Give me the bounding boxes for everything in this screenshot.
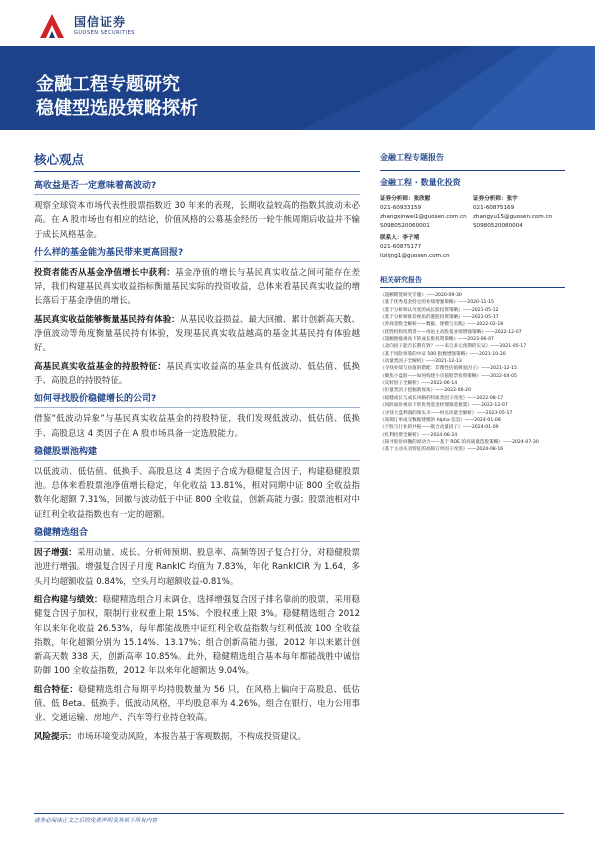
paragraph: [34, 546, 360, 589]
paragraph-text: 采用动量、成长、分析师预期、股息率、高频等因子复合打分，对稳健股票池进行增强。增强复合因子月度 RankIC 均值为 7.83%，年化 RankICIR 为 1.64，多头月均超额收益 0.84%，空头月均超额收益-0.81%。: [34, 548, 360, 587]
logo-text-en: GUOSEN SECURITIES: [74, 30, 135, 36]
paragraph-text: 观察全球资本市场代表性股票指数近 30 年来的表现，长期收益较高的指数其波动未必高。在 A 股市场也有相应的结论，价值风格的公募基金经历一轮牛熊周期后收益并不输于成长风格基金。: [34, 201, 360, 240]
related-report-item[interactable]: 《北向因子能否长期有效？——来自多元预期的实证》——2021-05-17: [380, 344, 527, 350]
analyst-phone: 021-60875169: [473, 205, 515, 211]
analyst-list: [380, 195, 565, 231]
paragraph: [34, 266, 360, 309]
paragraph-text: 稳健精选组合月末调仓，选择增强复合因子排名靠前的股票，采用稳健复合因子加权，限制行业权重上限 15%、个股权重上限 3%。稳健精选组合 2012 年以来年化收益 26.53%，每年都能战胜中证红利全收益指数与红利低波 100 全收益指数，年化超额分别为 15.14%、13.17%；组合创新高能力强，2012 年以来累计创新高天数 338 天，创新高率 10.85%。此外，稳健精选组合基本每年都能战胜中诚信防御 100 全收益指数，2012 年以来年化超额达 9.04%。: [34, 594, 360, 677]
paragraph-lead: 因子增强：: [34, 548, 77, 559]
related-report-item[interactable]: 《优胜机构投资者——再论主动股基业绩增强策略》——2022-12-07: [380, 329, 522, 335]
analyst-role: 证券分析师：: [473, 196, 507, 202]
analyst-card: [473, 195, 565, 231]
paragraph-text: 基民真实收益高的基金具有低波动、低估值、低换手、高股息的持股特征。: [34, 361, 360, 386]
related-report-item[interactable]: 《动量类因子全解析》——2021-12-13: [380, 359, 462, 365]
related-report-item[interactable]: 《超额围涨视角下的成长股投资策略》——2023-06-07: [380, 337, 494, 343]
report-type: 金融工程专题报告: [380, 153, 444, 162]
content-blocks: [34, 180, 360, 744]
paragraph-text: 从基民收益损益、最大回撤、累计创新高天数、净值波动等角度衡量基民持有体验，发现基民真实收益越高的基金其基民持有体验越好。: [34, 314, 360, 354]
report-series-title: 金融工程专题研究: [36, 74, 180, 95]
related-report-item[interactable]: 《寻找大盘利润的领头羊——时点动量全解析》——2023-05-17: [380, 410, 513, 416]
analyst-name: 张宇: [506, 196, 518, 202]
analyst-phone: 021-60933159: [380, 205, 422, 211]
paragraph: [34, 465, 360, 522]
related-report-item[interactable]: 《价量类因子挖掘新视角》——2022-06-20: [380, 388, 472, 394]
report-subtype: 金融工程 · 数量化投资: [380, 178, 461, 187]
paragraph-text: 基金净值的增长与基民真实收益之间可能存在差异，我们构建基民真实收益指标衡量基民实际的投资收益，总体来看基民真实收益的增长落后于基金净值的增长。: [34, 267, 360, 307]
section-title: 核心观点: [34, 152, 360, 172]
analyst-name: 张欣慰: [413, 196, 431, 202]
related-report-item[interactable]: 《基于风险预算的中证 500 指数增强策略》——2021-10-20: [380, 351, 506, 357]
paragraph-lead: 基民真实收益能够衡量基民持有体验：: [34, 314, 180, 325]
paragraph-text: 借鉴“低波动异象”与基民真实收益基金的持股特征，我们发现低波动、低估值、低换手、高股息这 4 类因子在 A 股市场具备一定选股能力。: [34, 414, 360, 439]
paragraph-text: 稳健精选组合每期平均持股数量为 56 只，在风格上偏向于高股息、低估值、低 Beta、低换手、低波动风格，平均股息率为 4.26%。组合在银行、电力公用事业、交通运输、房地产、汽车等行业持仓较高。: [34, 684, 360, 724]
analyst-license: S0980520080004: [473, 223, 523, 229]
related-reports-title: 相关研究报告: [380, 275, 565, 288]
contact-name: 李子靖: [402, 235, 420, 241]
divider: [380, 170, 565, 171]
related-report-item[interactable]: 《高频订单成交数据建模的 Alpha 信息》——2024-01-08: [380, 417, 501, 423]
related-report-item[interactable]: 《个股与行业的共振——联合动量因子》——2024-01-09: [380, 425, 499, 431]
contact-phone: 021-60875177: [380, 244, 422, 250]
question-heading: 稳健精选组合: [34, 527, 360, 542]
related-report-item[interactable]: 《基于优秀基金持仓的业绩增强策略》——2020-11-15: [380, 300, 494, 306]
analyst-email[interactable]: zhangxinwei1@guosen.com.cn: [380, 214, 467, 220]
question-heading: 稳健股票池构建: [34, 446, 360, 461]
paragraph-lead: 投资者能否从基金净值增长中获利：: [34, 267, 176, 278]
contact-role: 联系人：: [380, 235, 403, 241]
question-heading: 如何寻找股价稳健增长的公司?: [34, 393, 360, 408]
related-report-item[interactable]: 《稳健成长与成长风格的特质类因子改进》——2022-08-17: [380, 395, 504, 401]
paragraph-text: 以低波动、低估值、低换手、高股息这 4 类因子合成为稳健复合因子，构建稳健股票池。总体来看股票池净值增长稳定，年化收益 13.81%，相对同期中证 800 全收益指数年化超额 7.31%，回撤与波动低于中证 800 全收益，创新高能力强；股票池相对中证红利全收益指数也有一定的超额。: [34, 466, 360, 520]
paragraph: [34, 730, 360, 744]
footer-disclaimer: 请务必阅读正文之后的免责声明及其项下所有内容: [34, 818, 158, 824]
related-report-item[interactable]: 《超额期货研究专题》——2020-09-30: [380, 293, 462, 298]
related-report-item[interactable]: 《红利投资全解析》——2024-06-24: [380, 432, 458, 438]
analyst-card: [380, 195, 472, 231]
sidebar: [380, 152, 565, 454]
related-report-item[interactable]: 《基于主动买卖特征的高频订单因子改进》——2024-08-16: [380, 447, 504, 453]
footer-divider: [34, 813, 564, 814]
paragraph: [34, 313, 360, 356]
question-heading: 高收益是否一定意味着高波动?: [34, 180, 360, 195]
guosen-logo: [38, 12, 135, 40]
contact-card: [380, 234, 565, 261]
paragraph-lead: 风险提示：: [34, 731, 77, 742]
analyst-role: 证券分析师：: [380, 196, 414, 202]
related-reports-list: [380, 292, 565, 454]
title-banner: [0, 46, 595, 130]
paragraph-lead: 组合特征：: [34, 684, 79, 695]
guosen-logo-mark-icon: [38, 12, 68, 40]
top-bar: [0, 0, 595, 38]
related-report-item[interactable]: 《券商金股全解析——数据、建模与实践》——2022-02-18: [380, 322, 504, 328]
related-report-item[interactable]: 《基于分析师推荐视角的港股投资策略》——2021-05-17: [380, 315, 499, 321]
paragraph-lead: 组合构建与绩效：: [34, 594, 103, 605]
related-report-item[interactable]: 《聚焦小盘股——如何构建小市值股票投资策略》——2022-04-05: [380, 373, 517, 379]
report-title: 稳健型选股策略探析: [36, 98, 198, 119]
paragraph: [34, 593, 360, 679]
paragraph-text: 市场环境变动风险，本报告基于客观数据，不构成投资建议。: [76, 731, 307, 742]
related-report-item[interactable]: 《寻找业绩与估值的错配：非理性估值修复因子》——2021-12-15: [380, 366, 517, 372]
paragraph-lead: 高基民真实收益基金的持股特征：: [34, 361, 167, 372]
question-heading: 什么样的基金能为基民带来更高回报?: [34, 247, 360, 262]
paragraph: [34, 683, 360, 726]
paragraph: [34, 412, 360, 441]
related-report-item[interactable]: 《反转因子全解析》——2022-06-14: [380, 381, 458, 387]
analyst-email[interactable]: zhangyu15@guosen.com.cn: [473, 214, 553, 220]
paragraph: [34, 360, 360, 389]
paragraph: [34, 199, 360, 242]
related-report-item[interactable]: 《风险溢价视角下的优秀基金经理筛选框架》——2022-12-07: [380, 403, 508, 409]
core-viewpoints: [34, 152, 360, 748]
logo-text-cn: 国信证券: [74, 15, 127, 29]
related-report-item[interactable]: 《基于分析师认可度的成长股投资策略》——2021-05-12: [380, 307, 499, 313]
analyst-license: S0980520060001: [380, 223, 430, 229]
related-report-item[interactable]: 《探寻股价回撤的原动力——基于 ROE 的高质量选股策略》——2024-07-30: [380, 439, 539, 445]
contact-email[interactable]: liziijng1@guosen.com.cn: [380, 253, 450, 259]
